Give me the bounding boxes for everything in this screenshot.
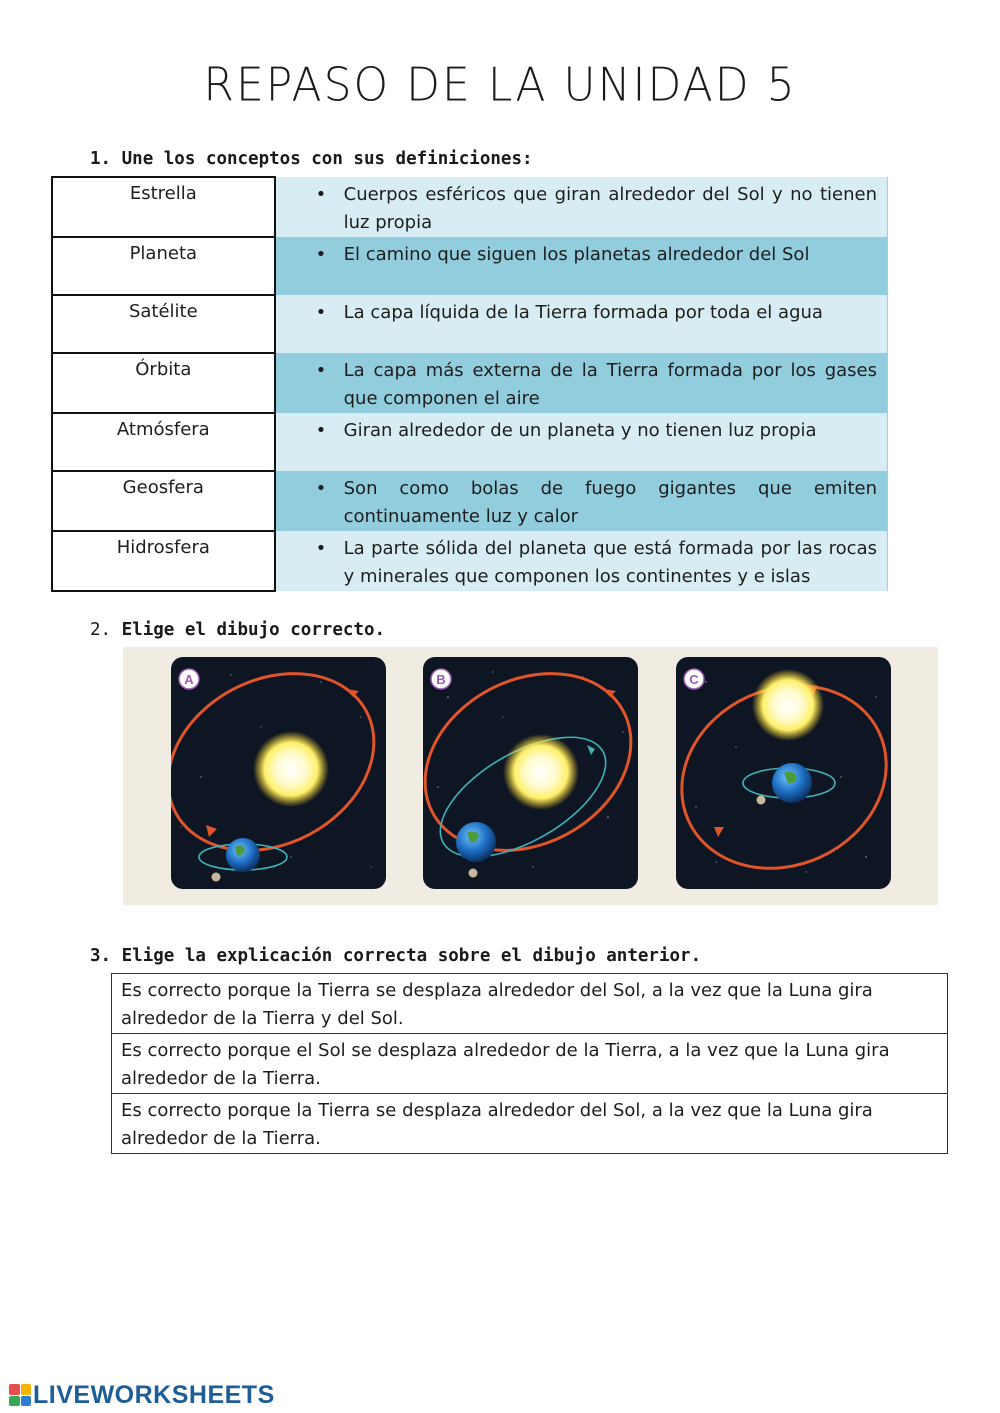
definition-cell[interactable] <box>275 471 888 531</box>
matching-row <box>52 531 888 591</box>
bullet: • <box>315 184 327 205</box>
panel-b-label: B <box>436 672 446 687</box>
definition-cell[interactable] <box>275 413 888 471</box>
bullet: • <box>315 478 327 499</box>
sun-icon <box>253 731 329 807</box>
concept-cell[interactable]: Órbita <box>52 353 275 413</box>
logo-icon <box>9 1384 31 1406</box>
definition-cell[interactable] <box>275 177 888 237</box>
brand-name: LIVEWORKSHEETS <box>33 1380 275 1409</box>
bullet: • <box>315 538 327 559</box>
definition-cell[interactable] <box>275 353 888 413</box>
page-title: REPASO DE LA UNIDAD 5 <box>203 58 797 113</box>
matching-row <box>52 295 888 353</box>
question-3-text: Elige la explicación correcta sobre el dibujo anterior. <box>121 946 702 966</box>
matching-row <box>52 237 888 295</box>
concept-cell[interactable]: Atmósfera <box>52 413 275 471</box>
definition-cell[interactable] <box>275 531 888 591</box>
footer-logo <box>9 1380 275 1410</box>
drawing-a[interactable] <box>171 657 386 889</box>
earth-icon <box>226 838 260 872</box>
concept-cell[interactable]: Planeta <box>52 237 275 295</box>
moon-icon <box>757 796 766 805</box>
drawing-c[interactable] <box>676 657 891 889</box>
explanation-option-3[interactable]: Es correcto porque la Tierra se desplaza alrededor del Sol, a la vez que la Luna gira alrededor de la Tierra. <box>112 1094 948 1154</box>
definition-text: La capa líquida de la Tierra formada por toda el agua <box>343 302 823 323</box>
concept-cell[interactable]: Estrella <box>52 177 275 237</box>
definition-text: Cuerpos esféricos que giran alrededor del Sol y no tienen luz propia <box>343 184 877 233</box>
bullet: • <box>315 420 327 441</box>
drawings-panel <box>123 647 938 905</box>
drawing-b[interactable] <box>423 657 638 889</box>
question-3-heading <box>90 946 701 966</box>
panel-a-label: A <box>184 672 194 687</box>
matching-row <box>52 471 888 531</box>
matching-row <box>52 353 888 413</box>
bullet: • <box>315 244 327 265</box>
question-2-text: Elige el dibujo correcto. <box>121 620 386 640</box>
definition-text: La parte sólida del planeta que está formada por las rocas y minerales que componen los continentes y e islas <box>343 538 877 587</box>
sun-icon <box>752 669 824 741</box>
definition-text: Giran alrededor de un planeta y no tienen luz propia <box>343 420 817 441</box>
question-1-text: Une los conceptos con sus definiciones: <box>121 149 533 169</box>
matching-table <box>51 176 888 592</box>
definition-cell[interactable] <box>275 295 888 353</box>
definition-cell[interactable] <box>275 237 888 295</box>
panel-c-label: C <box>689 672 699 687</box>
question-2-number: 2. <box>90 620 112 640</box>
definition-text: El camino que siguen los planetas alrededor del Sol <box>343 244 810 265</box>
matching-row <box>52 177 888 237</box>
definition-text: Son como bolas de fuego gigantes que emiten continuamente luz y calor <box>343 478 877 527</box>
bullet: • <box>315 360 327 381</box>
earth-icon <box>456 822 496 862</box>
moon-icon <box>212 873 221 882</box>
question-2-heading <box>90 620 385 640</box>
concept-cell[interactable]: Geosfera <box>52 471 275 531</box>
bullet: • <box>315 302 327 323</box>
concept-cell[interactable]: Hidrosfera <box>52 531 275 591</box>
question-1-heading <box>90 149 533 169</box>
sun-icon <box>503 734 579 810</box>
concept-cell[interactable]: Satélite <box>52 295 275 353</box>
explanation-option-2[interactable]: Es correcto porque el Sol se desplaza alrededor de la Tierra, a la vez que la Luna gira alrededor de la Tierra. <box>112 1034 948 1094</box>
question-3-number: 3. <box>90 946 112 966</box>
explanations-table <box>111 973 948 1154</box>
definition-text: La capa más externa de la Tierra formada por los gases que componen el aire <box>343 360 877 409</box>
question-1-number: 1. <box>90 149 112 169</box>
moon-icon <box>469 869 478 878</box>
matching-row <box>52 413 888 471</box>
explanation-option-1[interactable]: Es correcto porque la Tierra se desplaza alrededor del Sol, a la vez que la Luna gira alrededor de la Tierra y del Sol. <box>112 974 948 1034</box>
